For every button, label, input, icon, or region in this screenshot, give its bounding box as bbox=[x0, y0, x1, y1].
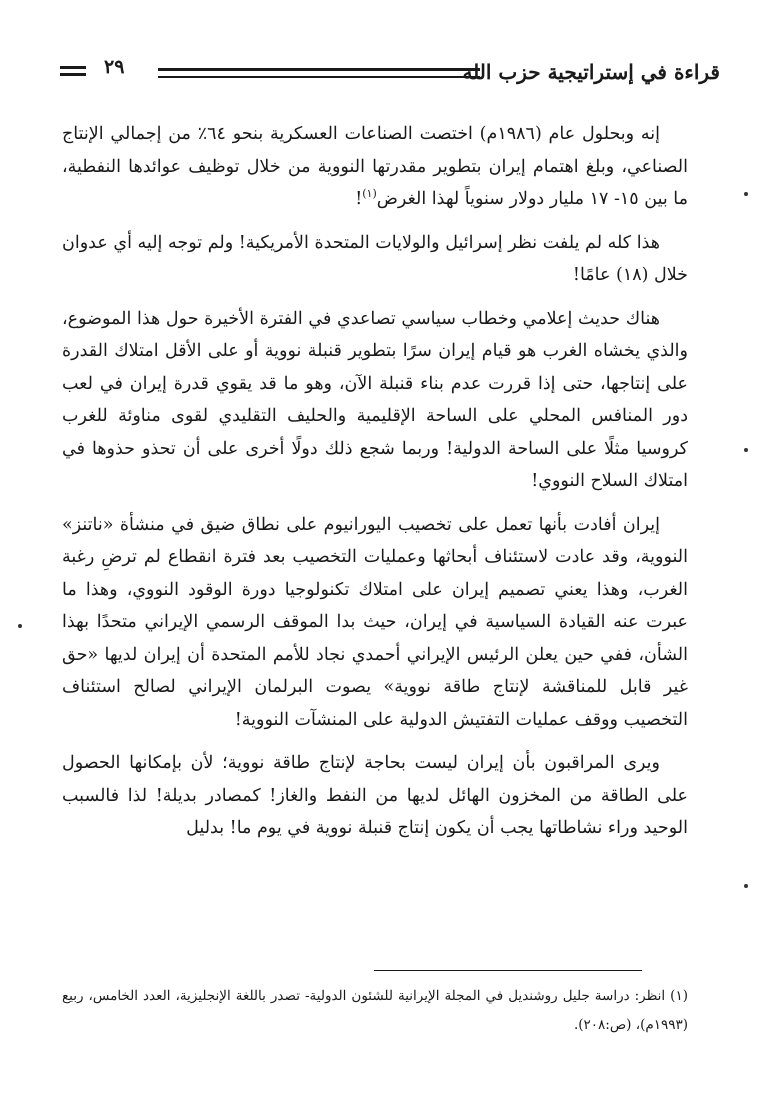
margin-dot bbox=[744, 448, 748, 452]
paragraph: ويرى المراقبون بأن إيران ليست بحاجة لإنتاج طاقة نووية؛ لأن بإمكانها الحصول على الطاقة من المخزون الهائل لديها من النفط والغاز! كمصادر بديلة! لذا فالسبب الوحيد وراء نشاطاتها يجب أن يكون إنتاج قنبلة نووية في يوم ما! بدليل bbox=[62, 753, 688, 838]
paragraph: هذا كله لم يلفت نظر إسرائيل والولايات المتحدة الأمريكية! ولم توجه إليه أي عدوان خلال (١٨) عامًا! bbox=[62, 232, 688, 285]
margin-dot bbox=[18, 624, 22, 628]
page-header bbox=[60, 54, 720, 94]
footnote: (١) انظر: دراسة جليل روشنديل في المجلة الإيرانية للشئون الدولية- تصدر باللغة الإنجليزية، العدد الخامس، ربيع (١٩٩٣م)، (ص:٢٠٨). bbox=[62, 988, 688, 1033]
paragraph bbox=[62, 118, 688, 216]
margin-dot bbox=[744, 884, 748, 888]
footnotes bbox=[62, 982, 688, 1040]
page-number: ٢٩ bbox=[104, 56, 125, 78]
margin-dot bbox=[744, 192, 748, 196]
paragraph: هناك حديث إعلامي وخطاب سياسي تصاعدي في الفترة الأخيرة حول هذا الموضوع، والذي يخشاه الغرب هو قيام إيران سرًا بتطوير قنبلة نووية أو على الأقل امتلاك القدرة على إنتاجها، حتى إذا قررت عدم بناء قنبلة الآن، وهو ما قد يقوي قدرة إيران في لعب دور المنافس المحلي على الساحة الإقليمية والحليف التقليدي لقوى مناوئة للغرب كروسيا مثلًا على الساحة الدولية! وربما شجع ذلك دولًا أخرى على أن تحذو حذوها في امتلاك السلاح النووي! bbox=[62, 308, 688, 491]
footnote-separator bbox=[374, 970, 642, 971]
paragraph-end: ! bbox=[355, 189, 363, 209]
header-rule bbox=[158, 68, 480, 78]
body-text bbox=[62, 118, 688, 856]
footnote-reference: (١) bbox=[362, 187, 377, 201]
paragraph: إيران أفادت بأنها تعمل على تخصيب اليورانيوم على نطاق ضيق في منشأة «ناتنز» النووية، وقد عادت لاستئناف أبحاثها وعمليات التخصيب بعد فترة انقطاع لم ترضِ رغبة الغرب، وهذا يعني تصميم إيران على امتلاك تكنولوجيا دورة الوقود النووي، وهذا ما عبرت عنه القيادة السياسية في إيران، حيث بدا الموقف الرسمي الإيراني متحدًا بهذا الشأن، ففي حين يعلن الرئيس الإيراني أحمدي نجاد للأمم المتحدة أن إيران لديها «حق غير قابل للمناقشة لإنتاج طاقة نووية» يصوت البرلمان الإيراني لصالح استئناف التخصيب ووقف عمليات التفتيش الدولية على المنشآت النووية! bbox=[62, 514, 688, 730]
running-title: قراءة في إستراتيجية حزب الله bbox=[462, 60, 720, 84]
header-mark bbox=[60, 66, 86, 76]
paragraph-text: إنه وبحلول عام (١٩٨٦م) اختصت الصناعات العسكرية بنحو ٦٤٪ من إجمالي الإنتاج الصناعي، وبلغ اهتمام إيران بتطوير مقدرتها النووية من خلال توظيف عوائدها النفطية، ما بين ١٥- ١٧ مليار دولار سنوياً لهذا الغرض bbox=[62, 124, 688, 209]
